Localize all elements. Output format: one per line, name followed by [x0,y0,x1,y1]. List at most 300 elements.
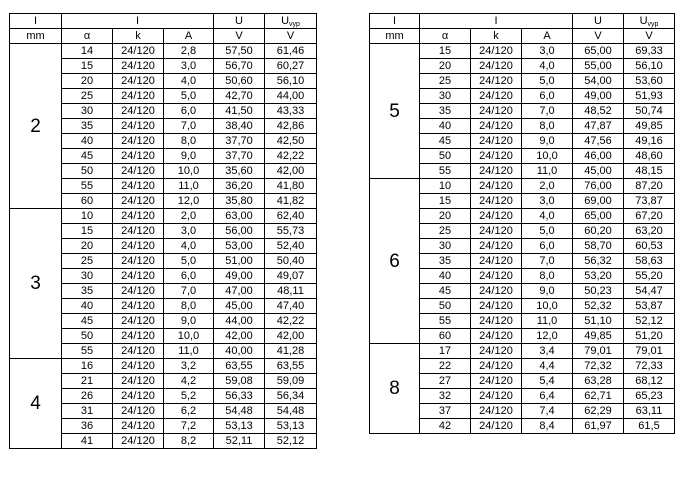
alpha-cell: 30 [62,104,113,119]
voltage-cell: 47,00 [214,284,265,299]
voltage-cell: 58,70 [573,239,624,254]
voltage-cell: 69,00 [573,194,624,209]
current-cell: 8,4 [522,419,573,434]
voltage-calculated-cell: 63,55 [265,359,317,374]
k-cell: 24/120 [471,224,522,239]
current-cell: 3,0 [522,44,573,59]
header-row-units [370,29,675,44]
voltage-cell: 59,08 [214,374,265,389]
header-symbol-diameter: I [10,14,62,29]
voltage-calculated-cell: 56,34 [265,389,317,404]
k-cell: 24/120 [113,254,164,269]
header-symbol-voltage-subscript: vyp [647,20,659,28]
alpha-cell: 50 [420,299,471,314]
alpha-cell: 50 [62,164,113,179]
current-cell: 8,0 [522,119,573,134]
voltage-calculated-cell: 48,11 [265,284,317,299]
k-cell: 24/120 [113,329,164,344]
k-cell: 24/120 [113,419,164,434]
voltage-cell: 56,00 [214,224,265,239]
alpha-cell: 30 [420,239,471,254]
k-cell: 24/120 [113,149,164,164]
voltage-calculated-cell: 63,11 [624,404,675,419]
voltage-cell: 35,80 [214,194,265,209]
header-symbol-diameter: I [370,14,420,29]
voltage-cell: 40,00 [214,344,265,359]
current-cell: 4,0 [164,239,214,254]
current-cell: 3,0 [522,194,573,209]
header-unit-volt-calculated: V [624,29,675,44]
group-diameter-label: 6 [370,179,420,344]
voltage-calculated-cell: 56,10 [624,59,675,74]
header-symbol-voltage-calculated [265,14,317,29]
voltage-calculated-cell: 50,74 [624,104,675,119]
current-cell: 5,0 [522,224,573,239]
group-diameter-label: 3 [10,209,62,359]
table-row [10,209,317,224]
voltage-calculated-cell: 60,27 [265,59,317,74]
voltage-cell: 56,32 [573,254,624,269]
voltage-cell: 63,00 [214,209,265,224]
k-cell: 24/120 [113,89,164,104]
voltage-cell: 62,29 [573,404,624,419]
current-cell: 10,0 [522,299,573,314]
voltage-cell: 38,40 [214,119,265,134]
voltage-cell: 45,00 [573,164,624,179]
current-cell: 6,0 [164,269,214,284]
voltage-cell: 42,70 [214,89,265,104]
right-data-table [369,13,675,434]
current-cell: 3,0 [164,59,214,74]
table-row [10,44,317,59]
table-row [370,179,675,194]
k-cell: 24/120 [113,434,164,449]
voltage-calculated-cell: 41,28 [265,344,317,359]
alpha-cell: 42 [420,419,471,434]
voltage-cell: 49,00 [214,269,265,284]
alpha-cell: 40 [420,269,471,284]
k-cell: 24/120 [471,269,522,284]
voltage-cell: 53,13 [214,419,265,434]
alpha-cell: 25 [420,224,471,239]
alpha-cell: 45 [62,314,113,329]
voltage-calculated-cell: 54,48 [265,404,317,419]
current-cell: 8,0 [164,299,214,314]
k-cell: 24/120 [471,284,522,299]
k-cell: 24/120 [471,239,522,254]
voltage-cell: 45,00 [214,299,265,314]
k-cell: 24/120 [471,209,522,224]
header-symbol-voltage-calculated [624,14,675,29]
current-cell: 4,0 [522,209,573,224]
left-data-table [9,13,317,449]
voltage-calculated-cell: 59,09 [265,374,317,389]
current-cell: 3,0 [164,224,214,239]
k-cell: 24/120 [471,59,522,74]
current-cell: 8,2 [164,434,214,449]
voltage-cell: 63,55 [214,359,265,374]
voltage-calculated-cell: 69,33 [624,44,675,59]
table-row [10,359,317,374]
current-cell: 5,0 [164,254,214,269]
k-cell: 24/120 [113,164,164,179]
current-cell: 4,0 [164,74,214,89]
k-cell: 24/120 [471,254,522,269]
alpha-cell: 55 [420,164,471,179]
voltage-calculated-cell: 55,20 [624,269,675,284]
alpha-cell: 40 [62,299,113,314]
voltage-cell: 51,00 [214,254,265,269]
header-symbol-voltage-base: U [281,14,290,27]
current-cell: 9,0 [522,284,573,299]
alpha-cell: 45 [62,149,113,164]
voltage-cell: 72,32 [573,359,624,374]
current-cell: 7,0 [522,254,573,269]
voltage-calculated-cell: 67,20 [624,209,675,224]
k-cell: 24/120 [113,284,164,299]
header-row-symbols [370,14,675,29]
voltage-cell: 54,48 [214,404,265,419]
k-cell: 24/120 [113,344,164,359]
group-diameter-label: 8 [370,344,420,434]
alpha-cell: 35 [62,284,113,299]
group-diameter-label: 4 [10,359,62,449]
voltage-cell: 51,10 [573,314,624,329]
current-cell: 7,2 [164,419,214,434]
alpha-cell: 40 [62,134,113,149]
current-cell: 10,0 [164,164,214,179]
current-cell: 6,0 [164,104,214,119]
k-cell: 24/120 [113,44,164,59]
header-unit-volt: V [214,29,265,44]
k-cell: 24/120 [471,119,522,134]
alpha-cell: 35 [420,104,471,119]
voltage-cell: 54,00 [573,74,624,89]
k-cell: 24/120 [471,164,522,179]
current-cell: 2,8 [164,44,214,59]
voltage-cell: 42,00 [214,329,265,344]
voltage-calculated-cell: 62,40 [265,209,317,224]
alpha-cell: 20 [62,239,113,254]
voltage-cell: 76,00 [573,179,624,194]
alpha-cell: 20 [420,209,471,224]
voltage-calculated-cell: 42,00 [265,164,317,179]
alpha-cell: 15 [420,194,471,209]
voltage-cell: 49,00 [573,89,624,104]
alpha-cell: 55 [62,179,113,194]
alpha-cell: 14 [62,44,113,59]
current-cell: 6,0 [522,239,573,254]
alpha-cell: 20 [420,59,471,74]
voltage-cell: 79,01 [573,344,624,359]
k-cell: 24/120 [113,179,164,194]
current-cell: 7,4 [522,404,573,419]
voltage-cell: 56,33 [214,389,265,404]
voltage-calculated-cell: 79,01 [624,344,675,359]
current-cell: 6,2 [164,404,214,419]
k-cell: 24/120 [113,104,164,119]
k-cell: 24/120 [113,119,164,134]
table-row [370,344,675,359]
header-symbol-current: I [420,14,573,29]
alpha-cell: 60 [62,194,113,209]
header-symbol-voltage: U [573,14,624,29]
alpha-cell: 15 [420,44,471,59]
k-cell: 24/120 [471,329,522,344]
voltage-cell: 47,87 [573,119,624,134]
header-unit-alpha: α [62,29,113,44]
voltage-cell: 50,23 [573,284,624,299]
k-cell: 24/120 [471,44,522,59]
current-cell: 12,0 [164,194,214,209]
alpha-cell: 55 [420,314,471,329]
header-unit-mm: mm [10,29,62,44]
k-cell: 24/120 [113,59,164,74]
voltage-calculated-cell: 68,12 [624,374,675,389]
voltage-calculated-cell: 41,82 [265,194,317,209]
alpha-cell: 30 [62,269,113,284]
current-cell: 6,0 [522,89,573,104]
alpha-cell: 35 [62,119,113,134]
current-cell: 3,4 [522,344,573,359]
header-symbol-voltage-base: U [639,14,648,27]
k-cell: 24/120 [113,389,164,404]
header-unit-k: k [113,29,164,44]
header-row-symbols [10,14,317,29]
header-unit-k: k [471,29,522,44]
alpha-cell: 32 [420,389,471,404]
header-unit-volt-calculated: V [265,29,317,44]
header-row-units [10,29,317,44]
voltage-cell: 35,60 [214,164,265,179]
group-diameter-label: 2 [10,44,62,209]
voltage-calculated-cell: 52,40 [265,239,317,254]
alpha-cell: 10 [62,209,113,224]
k-cell: 24/120 [471,89,522,104]
voltage-cell: 50,60 [214,74,265,89]
alpha-cell: 37 [420,404,471,419]
k-cell: 24/120 [113,374,164,389]
voltage-cell: 65,00 [573,209,624,224]
k-cell: 24/120 [113,194,164,209]
voltage-calculated-cell: 47,40 [265,299,317,314]
alpha-cell: 45 [420,284,471,299]
alpha-cell: 60 [420,329,471,344]
current-cell: 10,0 [522,149,573,164]
k-cell: 24/120 [471,344,522,359]
k-cell: 24/120 [471,104,522,119]
current-cell: 2,0 [164,209,214,224]
k-cell: 24/120 [471,179,522,194]
k-cell: 24/120 [471,419,522,434]
alpha-cell: 40 [420,119,471,134]
voltage-calculated-cell: 53,13 [265,419,317,434]
voltage-calculated-cell: 42,50 [265,134,317,149]
voltage-calculated-cell: 50,40 [265,254,317,269]
voltage-cell: 60,20 [573,224,624,239]
voltage-calculated-cell: 49,07 [265,269,317,284]
current-cell: 10,0 [164,329,214,344]
k-cell: 24/120 [113,224,164,239]
alpha-cell: 36 [62,419,113,434]
voltage-calculated-cell: 63,20 [624,224,675,239]
voltage-cell: 36,20 [214,179,265,194]
current-cell: 9,0 [164,149,214,164]
voltage-calculated-cell: 42,86 [265,119,317,134]
header-unit-volt: V [573,29,624,44]
header-unit-mm: mm [370,29,420,44]
alpha-cell: 25 [62,89,113,104]
alpha-cell: 25 [420,74,471,89]
voltage-calculated-cell: 42,00 [265,329,317,344]
voltage-calculated-cell: 52,12 [265,434,317,449]
voltage-cell: 63,28 [573,374,624,389]
voltage-calculated-cell: 61,5 [624,419,675,434]
voltage-cell: 62,71 [573,389,624,404]
header-unit-ampere: A [522,29,573,44]
alpha-cell: 41 [62,434,113,449]
voltage-calculated-cell: 42,22 [265,314,317,329]
voltage-calculated-cell: 56,10 [265,74,317,89]
k-cell: 24/120 [113,239,164,254]
current-cell: 11,0 [164,179,214,194]
k-cell: 24/120 [113,314,164,329]
voltage-calculated-cell: 51,20 [624,329,675,344]
current-cell: 12,0 [522,329,573,344]
voltage-cell: 56,70 [214,59,265,74]
voltage-calculated-cell: 51,93 [624,89,675,104]
current-cell: 11,0 [522,164,573,179]
k-cell: 24/120 [471,299,522,314]
alpha-cell: 26 [62,389,113,404]
voltage-cell: 48,52 [573,104,624,119]
alpha-cell: 45 [420,134,471,149]
voltage-cell: 61,97 [573,419,624,434]
k-cell: 24/120 [113,299,164,314]
voltage-calculated-cell: 43,33 [265,104,317,119]
voltage-calculated-cell: 53,87 [624,299,675,314]
voltage-calculated-cell: 54,47 [624,284,675,299]
voltage-cell: 44,00 [214,314,265,329]
alpha-cell: 31 [62,404,113,419]
voltage-calculated-cell: 61,46 [265,44,317,59]
voltage-calculated-cell: 44,00 [265,89,317,104]
voltage-calculated-cell: 72,33 [624,359,675,374]
alpha-cell: 55 [62,344,113,359]
k-cell: 24/120 [113,209,164,224]
k-cell: 24/120 [471,134,522,149]
alpha-cell: 21 [62,374,113,389]
k-cell: 24/120 [471,194,522,209]
voltage-cell: 52,32 [573,299,624,314]
current-cell: 9,0 [522,134,573,149]
k-cell: 24/120 [471,404,522,419]
voltage-calculated-cell: 52,12 [624,314,675,329]
voltage-cell: 49,85 [573,329,624,344]
group-diameter-label: 5 [370,44,420,179]
left-table-body [10,14,317,449]
current-cell: 11,0 [522,314,573,329]
voltage-calculated-cell: 48,15 [624,164,675,179]
alpha-cell: 35 [420,254,471,269]
alpha-cell: 20 [62,74,113,89]
current-cell: 3,2 [164,359,214,374]
alpha-cell: 30 [420,89,471,104]
current-cell: 4,0 [522,59,573,74]
voltage-calculated-cell: 42,22 [265,149,317,164]
voltage-cell: 52,11 [214,434,265,449]
voltage-cell: 55,00 [573,59,624,74]
current-cell: 4,2 [164,374,214,389]
voltage-calculated-cell: 49,16 [624,134,675,149]
header-unit-ampere: A [164,29,214,44]
voltage-calculated-cell: 55,73 [265,224,317,239]
voltage-cell: 41,50 [214,104,265,119]
current-cell: 11,0 [164,344,214,359]
voltage-calculated-cell: 48,60 [624,149,675,164]
voltage-cell: 37,70 [214,134,265,149]
table-row [370,44,675,59]
current-cell: 6,4 [522,389,573,404]
current-cell: 5,0 [522,74,573,89]
k-cell: 24/120 [113,74,164,89]
alpha-cell: 17 [420,344,471,359]
k-cell: 24/120 [113,359,164,374]
voltage-cell: 46,00 [573,149,624,164]
current-cell: 5,0 [164,89,214,104]
current-cell: 5,4 [522,374,573,389]
current-cell: 7,0 [164,119,214,134]
current-cell: 7,0 [522,104,573,119]
header-symbol-current: I [62,14,214,29]
alpha-cell: 15 [62,224,113,239]
alpha-cell: 10 [420,179,471,194]
voltage-calculated-cell: 73,87 [624,194,675,209]
voltage-cell: 47,56 [573,134,624,149]
voltage-cell: 65,00 [573,44,624,59]
current-cell: 8,0 [164,134,214,149]
k-cell: 24/120 [113,404,164,419]
header-unit-alpha: α [420,29,471,44]
voltage-calculated-cell: 58,63 [624,254,675,269]
current-cell: 7,0 [164,284,214,299]
voltage-calculated-cell: 65,23 [624,389,675,404]
alpha-cell: 50 [62,329,113,344]
voltage-cell: 53,00 [214,239,265,254]
current-cell: 5,2 [164,389,214,404]
right-table-body [370,14,675,434]
k-cell: 24/120 [471,314,522,329]
voltage-cell: 53,20 [573,269,624,284]
k-cell: 24/120 [471,389,522,404]
alpha-cell: 15 [62,59,113,74]
k-cell: 24/120 [471,74,522,89]
voltage-cell: 57,50 [214,44,265,59]
voltage-calculated-cell: 87,20 [624,179,675,194]
k-cell: 24/120 [471,149,522,164]
k-cell: 24/120 [113,134,164,149]
voltage-calculated-cell: 60,53 [624,239,675,254]
header-symbol-voltage: U [214,14,265,29]
current-cell: 4,4 [522,359,573,374]
current-cell: 9,0 [164,314,214,329]
voltage-calculated-cell: 53,60 [624,74,675,89]
voltage-calculated-cell: 49,85 [624,119,675,134]
alpha-cell: 16 [62,359,113,374]
voltage-calculated-cell: 41,80 [265,179,317,194]
k-cell: 24/120 [471,374,522,389]
k-cell: 24/120 [471,359,522,374]
